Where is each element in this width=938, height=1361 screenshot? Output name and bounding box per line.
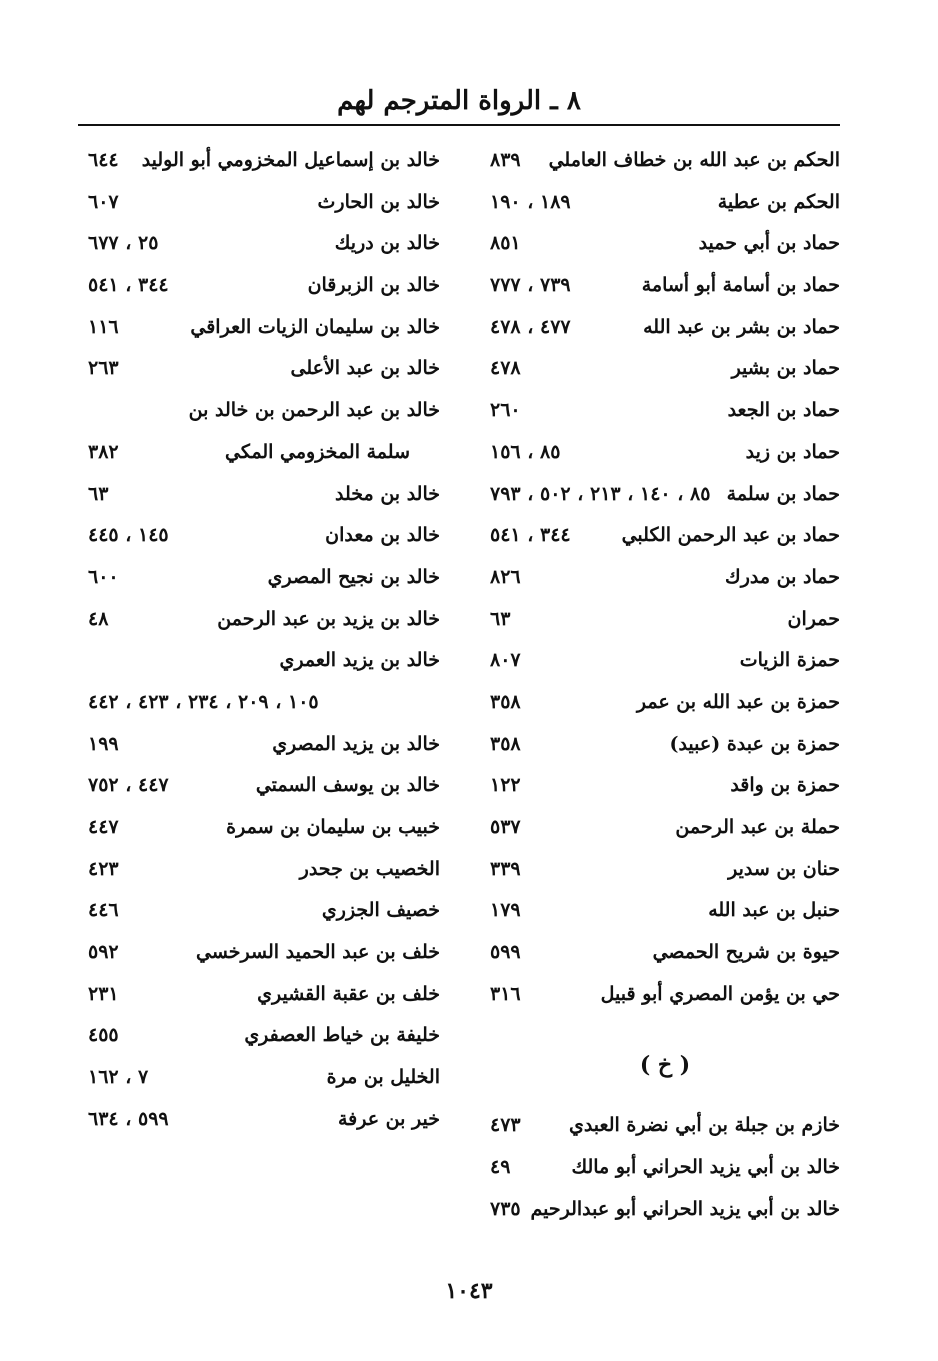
entry-pages: ٤٩ [490,1156,511,1179]
entry-name: خالد بن معدان [325,524,440,547]
entry-name: حمزة الزيات [739,649,840,672]
entry-pages: ٨٢٦ [490,565,521,588]
entry-name: خليفة بن خياط العصفري [244,1024,440,1047]
entry-name: خالد بن يزيد بن عبد الرحمن [217,607,440,630]
entry-name: خصيف الجزري [321,899,440,922]
index-entry [88,307,440,349]
index-entry [88,1015,440,1057]
entry-name: حمزة بن عبد الله بن عمر [636,690,840,713]
entry-pages: ٦٠٠ [88,565,119,588]
entry-pages: ٣٨٢ [88,440,119,463]
index-entry [490,223,840,265]
left-entries-c [88,724,440,1141]
entry-pages: ٣٥٨ [490,732,521,755]
index-entry [88,932,440,974]
index-entry [490,140,840,182]
index-entry [490,515,840,557]
entry-name: حماد بن بشر بن عبد الله [643,315,840,338]
entry-pages: ٤٤٧ ، ٧٥٢ [88,774,169,797]
index-entry [490,432,840,474]
index-entry [490,182,840,224]
entry-pages: ٨٠٧ [490,649,521,672]
entry-name: حماد بن أبي حميد [698,232,840,255]
index-entry [490,640,840,682]
index-entry [88,390,440,473]
left-entries-a [88,140,440,390]
entry-name-line2: سلمة المخزومي المكي [225,440,410,463]
entry-pages: ١٨٩ ، ١٩٠ [490,190,571,213]
entry-name: حماد بن زيد [745,440,840,463]
entry-pages: ١٧٩ [490,899,521,922]
index-entry [490,765,840,807]
entry-name: خالد بن أبي يزيد الحراني أبو عبدالرحيم [530,1197,840,1220]
entry-pages: ٣٤٤ ، ٥٤١ [490,524,571,547]
entry-pages: ١٩٩ [88,732,119,755]
index-entry [490,1105,840,1147]
entry-pages: ٨٣٩ [490,149,521,171]
entry-name: خالد بن مخلد [335,482,440,505]
index-entry [88,849,440,891]
page-header-title: ٨ ـ الرواة المترجم لهم [337,86,581,116]
index-entry [490,807,840,849]
entry-pages: ٢٦٠ [490,399,521,422]
entry-pages: ٤٨ [88,607,109,630]
index-entry [490,1189,840,1231]
entry-name: حي بن يؤمن المصري أبو قبيل [600,982,840,1005]
entry-name: خالد بن إسماعيل المخزومي أبو الوليد [141,149,440,171]
entry-name: الخليل بن مرة [326,1066,440,1089]
entry-name: خير بن عرفة [337,1107,440,1130]
index-entry [490,390,840,432]
entry-name: خلف بن عقبة القشيري [257,982,440,1005]
entry-name: خالد بن سليمان الزيات العراقي [190,315,440,338]
entry-name: خلف بن عبد الحميد السرخسي [195,941,440,964]
entry-pages: ٧٣٥ [490,1197,521,1220]
index-entry [490,599,840,641]
entry-pages: ٣٤٤ ، ٥٤١ [88,274,169,297]
entry-pages: ٣١٦ [490,982,521,1005]
index-entry [88,974,440,1016]
entry-pages: ٣٥٨ [490,690,521,713]
index-entry [88,765,440,807]
entry-pages: ٤٥٥ [88,1024,119,1047]
letter-heading: ( خ ) [639,1052,691,1079]
entry-name: الحكم بن عبد الله بن خطاف العاملي [548,149,840,171]
index-entry [490,932,840,974]
entry-name: حمزة بن عبدة (عبيد) [669,732,840,755]
index-entry [88,640,440,723]
entry-pages: ١٠٥ ، ٢٠٩ ، ٢٣٤ ، ٤٢٣ ، ٤٤٢ [88,690,319,713]
entry-name: حمزة بن واقد [730,774,840,797]
right-entries-after [490,1105,840,1230]
index-column-right [490,140,840,1231]
entry-name: خالد بن دريك [334,232,440,255]
entry-pages: ٥٩٢ [88,941,119,964]
index-entry [88,348,440,390]
entry-name: حماد بن بشير [731,357,840,380]
index-entry [490,474,840,516]
entry-name: حماد بن أسامة أبو أسامة [641,274,840,297]
index-entry [490,682,840,724]
entry-pages: ٢٦٣ [88,357,119,380]
index-entry [88,223,440,265]
entry-pages: ٤٢٣ [88,857,119,880]
entry-name: خالد بن يوسف السمتي [255,774,440,797]
entry-pages: ٥٩٩ [490,941,521,964]
index-entry [490,849,840,891]
index-entry [88,515,440,557]
entry-name: خالد بن نجيح المصري [267,565,440,588]
entry-name: حماد بن الجعد [727,399,840,422]
index-entry [88,890,440,932]
index-entry [88,557,440,599]
index-entry [88,265,440,307]
page-number: ١٠٤٣ [445,1278,493,1304]
entry-name: حمران [787,607,840,630]
entry-second-line [88,432,440,474]
entry-pages: ١٤٥ ، ٤٤٥ [88,524,169,547]
entry-name: خالد بن أبي يزيد الحراني أبو مالك [571,1156,840,1179]
index-entry [490,307,840,349]
index-entry [88,807,440,849]
entry-name: حنان بن سدير [728,857,840,880]
index-entry [490,557,840,599]
entry-pages: ٤٧٧ ، ٤٧٨ [490,315,571,338]
index-entry [490,348,840,390]
entry-pages: ٣٣٩ [490,857,521,880]
left-entries-b [88,474,440,641]
index-column-left [88,140,440,1141]
entry-pages: ٦٣ [490,607,511,630]
entry-name: خالد بن الحارث [317,190,440,213]
entry-name-line1: خالد بن عبد الرحمن بن خالد بن [188,399,440,422]
index-entry [88,1057,440,1099]
entry-pages: ١٢٢ [490,774,521,797]
header-rule [78,124,840,126]
index-entry [88,182,440,224]
entry-pages: ٧ ، ١٦٢ [88,1066,149,1089]
entry-name: خالد بن الزبرقان [307,274,440,297]
entry-pages: ٤٤٧ [88,816,119,839]
index-entry [490,1147,840,1189]
index-entry [490,890,840,932]
entry-pages: ٤٤٦ [88,899,119,922]
entry-pages: ٦٣ [88,482,109,505]
entry-pages: ٢٣١ [88,982,119,1005]
index-entry [88,474,440,516]
index-entry [490,265,840,307]
index-entry [88,1099,440,1141]
entry-name: خالد بن يزيد المصري [272,732,440,755]
entry-pages: ٤٧٣ [490,1114,521,1137]
entry-name: حماد بن مدرك [725,565,840,588]
entry-pages: ٥٣٧ [490,816,521,838]
running-header [78,78,840,124]
entry-pages: ٨٥ ، ١٥٦ [490,440,561,463]
entry-name: خبيب بن سليمان بن سمرة [226,816,440,839]
entry-name: حنبل بن عبد الله [708,899,840,922]
entry-pages: ٧٣٩ ، ٧٧٧ [490,274,571,297]
entry-name: خازم بن جبلة بن أبي نضرة العبدي [568,1114,840,1137]
entry-pages: ٨٥ ، ١٤٠ ، ٢١٣ ، ٥٠٢ ، ٧٩٣ [490,482,711,505]
index-entry [88,599,440,641]
index-entry [490,724,840,766]
entry-pages: ٤٧٨ [490,357,521,380]
right-entries [490,140,840,1015]
index-entry [490,974,840,1016]
entry-pages: ٢٥ ، ٦٧٧ [88,232,159,255]
entry-pages: ٥٩٩ ، ٦٣٤ [88,1107,169,1130]
entry-pages: ١١٦ [88,315,119,338]
entry-name: خالد بن عبد الأعلى [290,357,440,380]
entry-pages: ٦٤٤ [88,149,119,171]
entry-name: حيوة بن شريح الحمصي [652,941,840,964]
entry-name: حماد بن سلمة [726,482,840,505]
entry-name: الخصيب بن جحدر [299,857,440,880]
entry-name: الحكم بن عطية [717,190,840,213]
entry-name: حملة بن عبد الرحمن [675,816,840,838]
index-entry [88,724,440,766]
entry-name: حماد بن عبد الرحمن الكلبي [621,524,840,547]
index-entry [88,140,440,182]
entry-pages: ٦٠٧ [88,190,119,213]
entry-pages: ٨٥١ [490,232,521,255]
entry-name: خالد بن يزيد العمري [279,649,440,672]
